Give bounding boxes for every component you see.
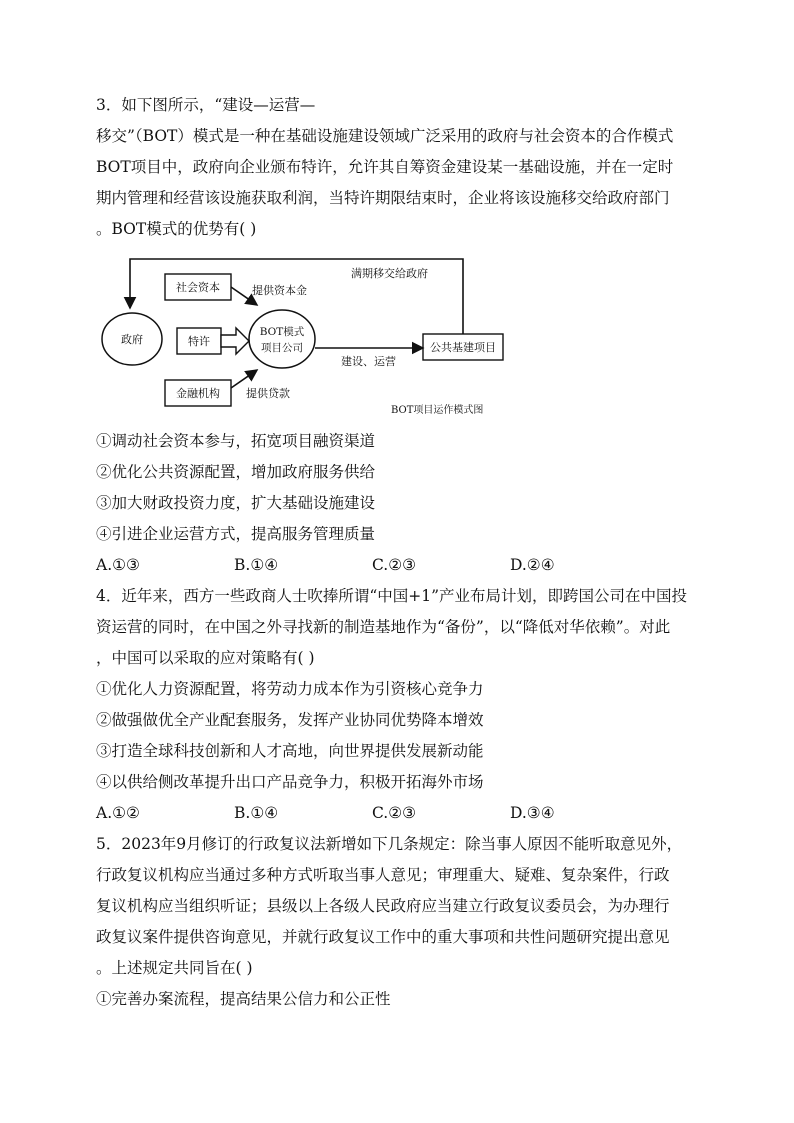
q3-statement-4: ④引进企业运营方式，提高服务管理质量	[96, 525, 376, 543]
q3-stem-line-2: 移交”（BOT）模式是一种在基础设施建设领域广泛采用的政府与社会资本的合作模式	[96, 127, 674, 145]
q4-option-b[interactable]: B.①④	[234, 804, 279, 822]
public-project-label: 公共基建项目	[430, 341, 496, 354]
q3-stem-line-1: 3．如下图所示，“建设—运营—	[96, 96, 316, 114]
q3-stem-line-5: 。BOT模式的优势有( )	[96, 220, 257, 238]
capital-label: 提供资本金	[252, 284, 307, 297]
financial-institution-label: 金融机构	[176, 387, 220, 400]
q4-stem-line-1: 4．近年来，西方一些政商人士吹捧所谓“中国+1”产业布局计划，即跨国公司在中国投	[96, 587, 688, 605]
build-operate-label: 建设、运营	[341, 355, 396, 368]
bot-company-label-line-1: BOT模式	[259, 326, 305, 338]
q4-option-a[interactable]: A.①②	[96, 804, 140, 822]
bot-company-label-line-2: 项目公司	[261, 342, 303, 354]
q4-statement-4: ④以供给侧改革提升出口产品竞争力，积极开拓海外市场	[96, 773, 484, 791]
q5-statement-1: ①完善办案流程，提高结果公信力和公正性	[96, 990, 391, 1008]
loan-arrow	[231, 370, 257, 388]
q3-option-b[interactable]: B.①④	[234, 556, 279, 574]
q3-statement-3: ③加大财政投资力度，扩大基础设施建设	[96, 494, 376, 512]
q4-stem-line-3: ，中国可以采取的应对策略有( )	[96, 649, 315, 667]
loan-label: 提供贷款	[246, 387, 290, 400]
q3-statement-2: ②优化公共资源配置，增加政府服务供给	[96, 463, 376, 481]
government-label: 政府	[121, 333, 143, 346]
q3-option-c[interactable]: C.②③	[372, 556, 417, 574]
q5-stem-line-2: 行政复议机构应当通过多种方式听取当事人意见；审理重大、疑难、复杂案件，行政	[96, 866, 670, 884]
q5-stem-line-4: 政复议案件提供咨询意见，并就行政复议工作中的重大事项和共性问题研究提出意见	[96, 928, 670, 946]
transfer-label: 满期移交给政府	[351, 267, 428, 280]
franchise-arrow	[221, 328, 249, 354]
q5-stem-line-3: 复议机构应当组织听证；县级以上各级人民政府应当建立行政复议委员会，为办理行	[96, 897, 670, 915]
franchise-label: 特许	[188, 335, 210, 348]
bot-operation-diagram	[96, 252, 516, 422]
q4-statement-2: ②做强做优全产业配套服务，发挥产业协同优势降本增效	[96, 711, 484, 729]
q3-stem-line-3: BOT项目中，政府向企业颁布特许，允许其自筹资金建设某一基础设施，并在一定时	[96, 158, 674, 176]
q3-option-a[interactable]: A.①③	[96, 556, 140, 574]
diagram-caption: BOT项目运作模式图	[391, 405, 484, 416]
q4-option-d[interactable]: D.③④	[510, 804, 555, 822]
q3-stem-line-4: 期内管理和经营该设施获取利润，当特许期限结束时，企业将该设施移交给政府部门	[96, 189, 670, 207]
q4-statement-1: ①优化人力资源配置，将劳动力成本作为引资核心竞争力	[96, 680, 484, 698]
q4-option-c[interactable]: C.②③	[372, 804, 417, 822]
q5-stem-line-1: 5．2023年9月修订的行政复议法新增如下几条规定：除当事人原因不能听取意见外，	[96, 835, 683, 853]
social-capital-label: 社会资本	[176, 281, 220, 294]
q3-statement-1: ①调动社会资本参与，拓宽项目融资渠道	[96, 432, 376, 450]
q5-stem-line-5: 。上述规定共同旨在( )	[96, 959, 253, 977]
q3-option-d[interactable]: D.②④	[510, 556, 555, 574]
q4-stem-line-2: 资运营的同时，在中国之外寻找新的制造基地作为“备份”，以“降低对华依赖”。对此	[96, 618, 671, 636]
bot-company-node	[249, 310, 315, 368]
q4-statement-3: ③打造全球科技创新和人才高地，向世界提供发展新动能	[96, 742, 484, 760]
